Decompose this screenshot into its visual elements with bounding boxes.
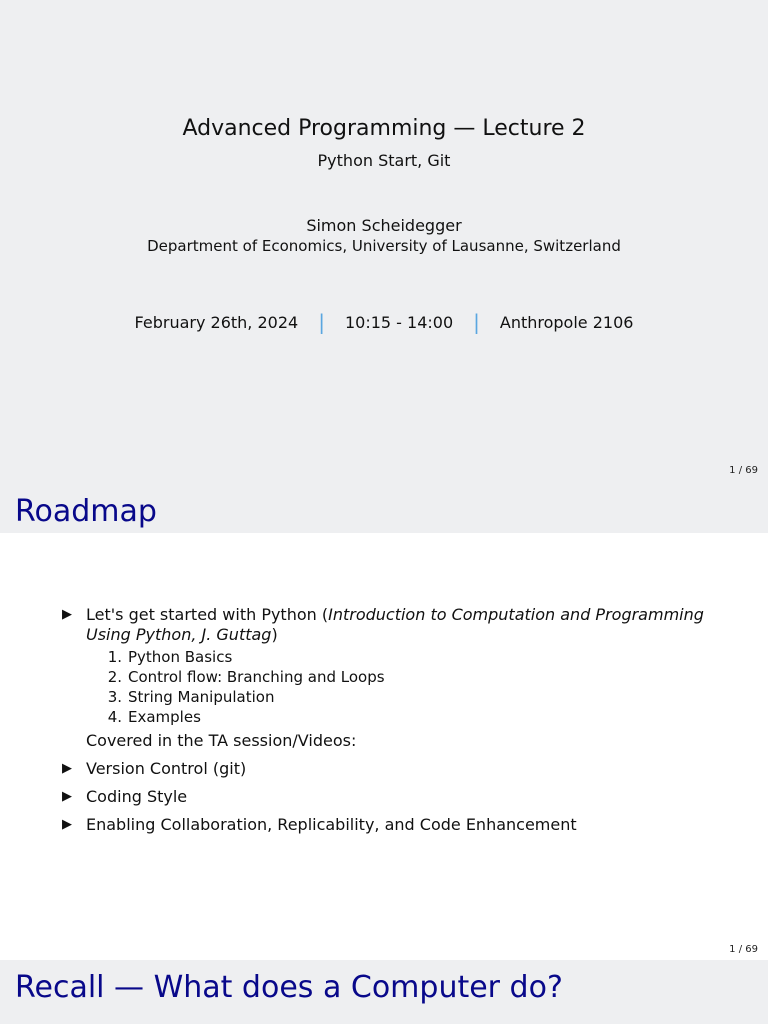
sub-list-item: 2. Control flow: Branching and Loops xyxy=(107,668,385,686)
roadmap-slide xyxy=(0,492,768,960)
triangle-bullet-icon: ▶ xyxy=(62,761,72,776)
page-number: 1 / 69 xyxy=(729,465,758,476)
list-item-text: Coding Style xyxy=(86,787,188,806)
list-item-text: Version Control (git) xyxy=(86,759,247,778)
covered-note: Covered in the TA session/Videos: xyxy=(86,731,357,750)
sub-list-item: 3. String Manipulation xyxy=(107,688,275,706)
lecture-date: February 26th, 2024 xyxy=(134,312,299,332)
triangle-bullet-icon: ▶ xyxy=(62,817,72,832)
frame-title-bar xyxy=(0,960,768,1024)
sub-list-item: 1. Python Basics xyxy=(107,648,233,666)
book-reference: Introduction to Computation and Programming Using Python, J. Guttag xyxy=(86,605,704,644)
lecture-location: Anthropole 2106 xyxy=(499,312,634,332)
frame-title: Recall — What does a Computer do? xyxy=(15,970,563,1005)
lecture-title: Advanced Programming — Lecture 2 xyxy=(182,116,586,141)
list-item xyxy=(62,605,722,645)
lecture-subtitle: Python Start, Git xyxy=(317,151,451,170)
list-item xyxy=(62,787,722,807)
lecture-meta xyxy=(0,310,768,334)
sub-list-item: 4. Examples xyxy=(107,708,201,726)
lecture-time: 10:15 - 14:00 xyxy=(344,312,454,332)
triangle-bullet-icon: ▶ xyxy=(62,607,72,622)
title-slide xyxy=(0,0,768,492)
frame-title: Roadmap xyxy=(15,494,157,529)
python-sublist xyxy=(86,647,722,727)
meta-separator: | xyxy=(318,310,325,334)
list-item-text: Enabling Collaboration, Replicability, and Code Enhancement xyxy=(86,815,577,834)
author-name: Simon Scheidegger xyxy=(306,216,462,235)
list-item xyxy=(62,759,722,779)
triangle-bullet-icon: ▶ xyxy=(62,789,72,804)
roadmap-content xyxy=(62,605,722,835)
recall-slide xyxy=(0,960,768,1024)
institution: Department of Economics, University of Lausanne, Switzerland xyxy=(147,237,621,255)
list-item xyxy=(62,815,722,835)
frame-title-bar xyxy=(0,492,768,533)
list-item-text: Let's get started with Python (Introduction to Computation and Programming Using Python, J. Guttag) xyxy=(86,605,704,644)
meta-separator: | xyxy=(473,310,480,334)
page-number: 1 / 69 xyxy=(729,944,758,955)
